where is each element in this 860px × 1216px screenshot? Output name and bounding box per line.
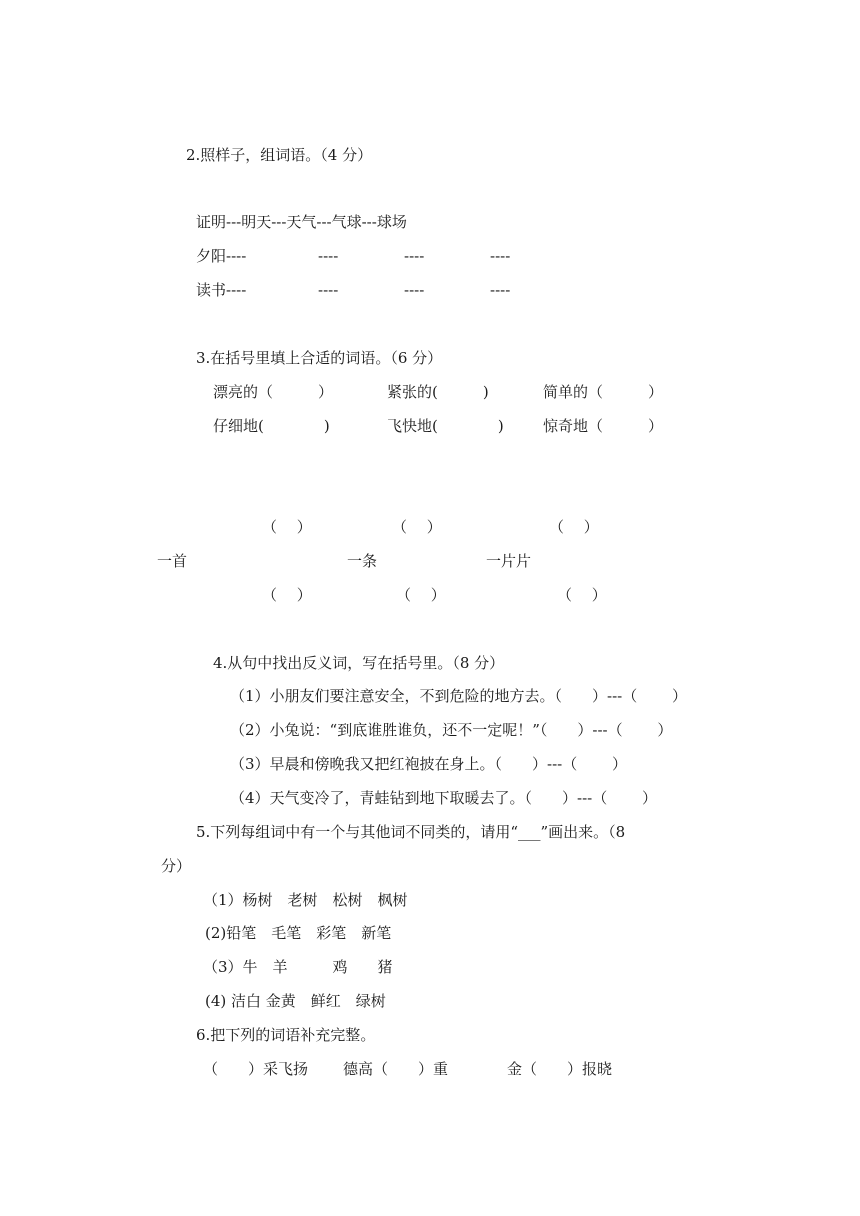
q2-row1-blank[interactable]: ---- (404, 247, 425, 265)
q2-row1-blank[interactable]: ---- (490, 247, 511, 265)
q6-item[interactable]: （ ）采飞扬 (203, 1060, 309, 1078)
measure-top-paren[interactable]: （ ） (392, 518, 442, 536)
q4-item[interactable]: （4）天气变冷了，青蛙钻到地下取暖去了。（ ）---（ ） (230, 789, 658, 807)
measure-word: 一首 (157, 552, 188, 570)
q2-row1-blank[interactable]: ---- (318, 247, 339, 265)
measure-word: 一条 (347, 552, 378, 570)
q5-item[interactable]: （1）杨树 老树 松树 枫树 (203, 891, 408, 909)
q4-item[interactable]: （2）小兔说：“到底谁胜谁负，还不一定呢！”（ ）---（ ） (230, 721, 673, 739)
q2-row2-blank[interactable]: ---- (490, 281, 511, 299)
q3-row1-item[interactable]: 简单的（ ） (543, 383, 664, 401)
q2-title: 2.照样子，组词语。（4 分） (186, 146, 373, 164)
q4-item[interactable]: （1）小朋友们要注意安全，不到危险的地方去。（ ）---（ ） (230, 687, 688, 705)
q3-row2-item[interactable]: 惊奇地（ ） (543, 417, 664, 435)
q6-title: 6.把下列的词语补充完整。 (196, 1026, 376, 1044)
q6-item[interactable]: 德高（ ）重 (343, 1060, 449, 1078)
q5-item[interactable]: (2)铅笔 毛笔 彩笔 新笔 (205, 924, 392, 942)
q5-title-cont: 分） (161, 857, 192, 875)
q3-title: 3.在括号里填上合适的词语。（6 分） (196, 349, 443, 367)
q5-item[interactable]: （3）牛 羊 鸡 猪 (203, 958, 393, 976)
q3-row1-item[interactable]: 漂亮的（ ） (213, 383, 334, 401)
q3-row2-item[interactable]: 仔细地( ) (213, 417, 330, 435)
measure-bottom-paren[interactable]: （ ） (396, 586, 446, 604)
q2-row2-start: 读书---- (196, 281, 247, 299)
q3-row2-item[interactable]: 飞快地( ) (387, 417, 504, 435)
q3-row1-item[interactable]: 紧张的( ) (387, 383, 489, 401)
q2-example: 证明---明天---天气---气球---球场 (196, 213, 407, 231)
measure-top-paren[interactable]: （ ） (262, 518, 312, 536)
measure-word: 一片片 (486, 552, 532, 570)
q2-row1-start: 夕阳---- (196, 247, 247, 265)
q4-title: 4.从句中找出反义词，写在括号里。（8 分） (213, 654, 505, 672)
q4-item[interactable]: （3）早晨和傍晚我又把红袍披在身上。（ ）---（ ） (230, 755, 628, 773)
measure-top-paren[interactable]: （ ） (549, 518, 599, 536)
q5-title: 5.下列每组词中有一个与其他词不同类的，请用“___”画出来。（8 (196, 823, 626, 841)
q5-item[interactable]: (4) 洁白 金黄 鲜红 绿树 (205, 992, 386, 1010)
q2-row2-blank[interactable]: ---- (404, 281, 425, 299)
q2-row2-blank[interactable]: ---- (318, 281, 339, 299)
measure-bottom-paren[interactable]: （ ） (557, 586, 607, 604)
q6-item[interactable]: 金（ ）报晓 (507, 1060, 613, 1078)
measure-bottom-paren[interactable]: （ ） (262, 586, 312, 604)
